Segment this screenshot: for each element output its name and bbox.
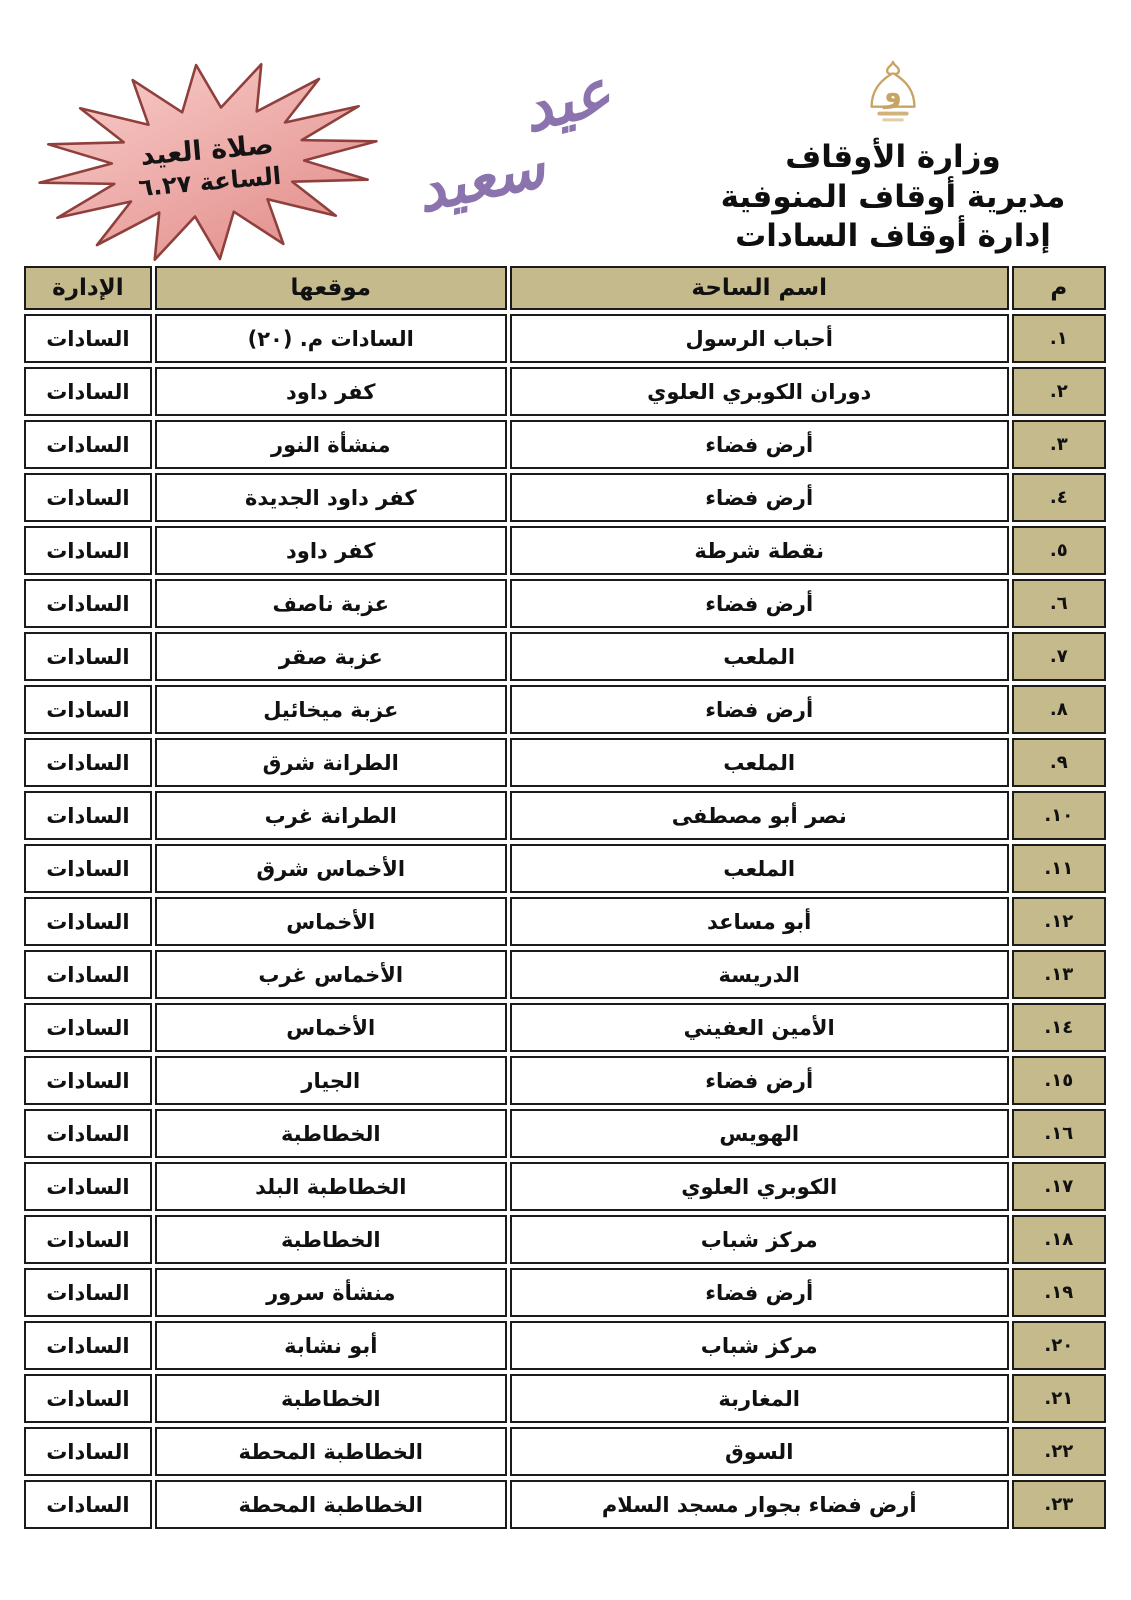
cell-name: الكوبري العلوي (510, 1162, 1009, 1211)
table-body (24, 314, 1106, 1529)
cell-index: ١٩. (1012, 1268, 1106, 1317)
cell-index: ٩. (1012, 738, 1106, 787)
cell-name: المغاربة (510, 1374, 1009, 1423)
cell-index: ١٦. (1012, 1109, 1106, 1158)
table-row (24, 1162, 1106, 1211)
cell-name: الملعب (510, 844, 1009, 893)
cell-location: الخطاطبة (155, 1374, 507, 1423)
cell-index: ١٨. (1012, 1215, 1106, 1264)
eid-prayer-badge (28, 52, 388, 272)
cell-admin: السادات (24, 1003, 152, 1052)
cell-location: الطرانة شرق (155, 738, 507, 787)
column-header-location: موقعها (155, 266, 507, 310)
cell-admin: السادات (24, 1109, 152, 1158)
cell-admin: السادات (24, 738, 152, 787)
cell-index: ١٢. (1012, 897, 1106, 946)
table-row (24, 1056, 1106, 1105)
column-header-admin: الإدارة (24, 266, 152, 310)
cell-admin: السادات (24, 1480, 152, 1529)
cell-admin: السادات (24, 685, 152, 734)
cell-location: الأخماس (155, 1003, 507, 1052)
org-title-ministry: وزارة الأوقاف (785, 139, 1001, 175)
cell-admin: السادات (24, 950, 152, 999)
table-row (24, 950, 1106, 999)
cell-name: أرض فضاء (510, 1056, 1009, 1105)
cell-location: كفر داود الجديدة (155, 473, 507, 522)
table-row (24, 1427, 1106, 1476)
cell-index: ١٧. (1012, 1162, 1106, 1211)
cell-index: ٥. (1012, 526, 1106, 575)
cell-name: أرض فضاء (510, 473, 1009, 522)
cell-admin: السادات (24, 1374, 152, 1423)
cell-name: الملعب (510, 738, 1009, 787)
cell-index: ١٤. (1012, 1003, 1106, 1052)
cell-index: ٧. (1012, 632, 1106, 681)
table-header-row (24, 266, 1106, 310)
cell-admin: السادات (24, 1215, 152, 1264)
cell-location: السادات م. (٢٠) (155, 314, 507, 363)
cell-name: الدريسة (510, 950, 1009, 999)
cell-name: أبو مساعد (510, 897, 1009, 946)
cell-location: الجيار (155, 1056, 507, 1105)
table-row (24, 314, 1106, 363)
cell-index: ٨. (1012, 685, 1106, 734)
column-header-name: اسم الساحة (510, 266, 1009, 310)
cell-name: أرض فضاء (510, 420, 1009, 469)
prayer-squares-table (21, 262, 1109, 1533)
cell-admin: السادات (24, 897, 152, 946)
table-row (24, 1109, 1106, 1158)
cell-location: كفر داود (155, 367, 507, 416)
badge-text (19, 37, 397, 288)
cell-admin: السادات (24, 473, 152, 522)
cell-index: ١٥. (1012, 1056, 1106, 1105)
cell-admin: السادات (24, 791, 152, 840)
cell-index: ٢٠. (1012, 1321, 1106, 1370)
cell-admin: السادات (24, 526, 152, 575)
cell-location: منشأة النور (155, 420, 507, 469)
table-row (24, 897, 1106, 946)
cell-index: ٢٣. (1012, 1480, 1106, 1529)
table-row (24, 1374, 1106, 1423)
cell-location: الطرانة غرب (155, 791, 507, 840)
table-header (24, 266, 1106, 310)
cell-location: عزبة ناصف (155, 579, 507, 628)
cell-admin: السادات (24, 844, 152, 893)
cell-index: ٢٢. (1012, 1427, 1106, 1476)
cell-index: ١٠. (1012, 791, 1106, 840)
cell-admin: السادات (24, 1056, 152, 1105)
cell-admin: السادات (24, 420, 152, 469)
cell-admin: السادات (24, 314, 152, 363)
cell-name: أرض فضاء (510, 579, 1009, 628)
cell-location: الأخماس (155, 897, 507, 946)
table-row (24, 791, 1106, 840)
cell-admin: السادات (24, 1268, 152, 1317)
svg-text:و: و (883, 74, 903, 109)
cell-location: كفر داود (155, 526, 507, 575)
table-row (24, 1003, 1106, 1052)
table-row (24, 420, 1106, 469)
cell-index: ٢. (1012, 367, 1106, 416)
cell-location: الخطاطبة المحطة (155, 1480, 507, 1529)
table-row (24, 1215, 1106, 1264)
cell-index: ٢١. (1012, 1374, 1106, 1423)
column-header-index: م (1012, 266, 1106, 310)
cell-name: أرض فضاء (510, 1268, 1009, 1317)
cell-name: أرض فضاء (510, 685, 1009, 734)
cell-index: ٤. (1012, 473, 1106, 522)
organization-header (673, 58, 1113, 257)
table-row (24, 738, 1106, 787)
badge-title: صلاة العيد (139, 128, 275, 172)
table-row (24, 844, 1106, 893)
table-row (24, 526, 1106, 575)
cell-name: السوق (510, 1427, 1009, 1476)
cell-admin: السادات (24, 579, 152, 628)
cell-name: الهويس (510, 1109, 1009, 1158)
cell-location: الخطاطبة (155, 1109, 507, 1158)
table-row (24, 632, 1106, 681)
cell-admin: السادات (24, 1321, 152, 1370)
cell-index: ٣. (1012, 420, 1106, 469)
cell-location: عزبة صقر (155, 632, 507, 681)
cell-location: الخطاطبة (155, 1215, 507, 1264)
cell-location: الخطاطبة البلد (155, 1162, 507, 1211)
cell-admin: السادات (24, 1162, 152, 1211)
greeting-word-eid: عيد (514, 54, 618, 147)
table-row (24, 685, 1106, 734)
cell-name: أرض فضاء بجوار مسجد السلام (510, 1480, 1009, 1529)
cell-index: ١١. (1012, 844, 1106, 893)
cell-location: أبو نشابة (155, 1321, 507, 1370)
cell-name: دوران الكوبري العلوي (510, 367, 1009, 416)
cell-admin: السادات (24, 632, 152, 681)
cell-name: مركز شباب (510, 1215, 1009, 1264)
table-row (24, 1480, 1106, 1529)
cell-location: منشأة سرور (155, 1268, 507, 1317)
eid-greeting-calligraphy (398, 54, 638, 258)
org-title-administration: إدارة أوقاف السادات (735, 218, 1051, 255)
cell-name: الأمين العفيني (510, 1003, 1009, 1052)
table-row (24, 367, 1106, 416)
cell-location: الأخماس غرب (155, 950, 507, 999)
cell-location: الأخماس شرق (155, 844, 507, 893)
cell-name: نقطة شرطة (510, 526, 1009, 575)
table-row (24, 473, 1106, 522)
cell-location: عزبة ميخائيل (155, 685, 507, 734)
cell-name: نصر أبو مصطفى (510, 791, 1009, 840)
cell-index: ١٣. (1012, 950, 1106, 999)
cell-admin: السادات (24, 1427, 152, 1476)
cell-location: الخطاطبة المحطة (155, 1427, 507, 1476)
badge-time: الساعة ٦.٢٧ (137, 161, 283, 202)
cell-index: ١. (1012, 314, 1106, 363)
cell-index: ٦. (1012, 579, 1106, 628)
cell-admin: السادات (24, 367, 152, 416)
table-row (24, 1268, 1106, 1317)
cell-name: أحباب الرسول (510, 314, 1009, 363)
awqaf-ministry-logo-icon (854, 58, 932, 134)
greeting-word-saeed: سعيد (410, 131, 551, 227)
table-row (24, 1321, 1106, 1370)
org-title-directorate: مديرية أوقاف المنوفية (720, 178, 1066, 215)
cell-name: مركز شباب (510, 1321, 1009, 1370)
cell-name: الملعب (510, 632, 1009, 681)
table-row (24, 579, 1106, 628)
